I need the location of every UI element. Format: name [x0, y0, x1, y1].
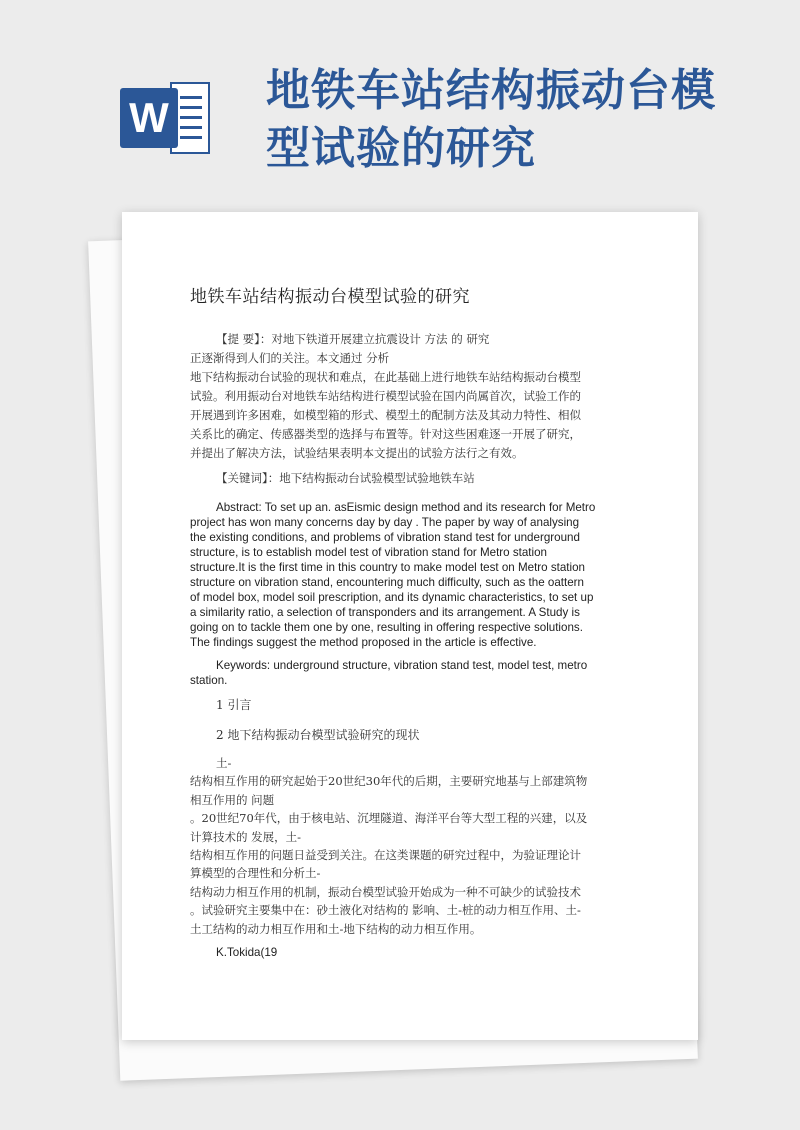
abstract-en-line: the existing conditions, and problems of vibration stand test for underground: [190, 531, 580, 544]
abstract-zh: [190, 330, 640, 463]
body-line: 算模型的合理性和分析土-: [190, 866, 321, 881]
body-line: 土工结构的动力相互作用和土-地下结构的动力相互作用。: [190, 921, 482, 936]
abstract-zh-line: 并提出了解决方法，试验结果表明本文提出的试验方法行之有效。: [190, 446, 524, 460]
section-heading-status: 2 地下结构振动台模型试验研究的现状: [216, 728, 420, 742]
body-line: 结构相互作用的研究起始于20世纪30年代的后期，主要研究地基与上部建筑物: [190, 774, 588, 789]
header-banner: [0, 0, 800, 200]
body-line: 结构动力相互作用的机制，振动台模型试验开始成为一种不可缺少的试验技术: [190, 884, 581, 899]
keywords-en-line: Keywords: underground structure, vibration stand test, model test, metro: [216, 659, 588, 672]
body-line: 相互作用的 问题: [190, 792, 275, 807]
abstract-en: [190, 500, 646, 650]
word-document-icon: [120, 82, 220, 154]
body-line: 计算技术的 发展，土-: [190, 829, 302, 844]
keywords-en-line: station.: [190, 674, 228, 687]
abstract-en-line: going on to tackle them one by one, resulting in offering respective solutions.: [190, 621, 583, 634]
body-line: 。试验研究主要集中在：砂土液化对结构的 影响、土-桩的动力相互作用、土-: [190, 903, 581, 918]
abstract-en-line: structure.It is the first time in this country to make model test on Metro station: [190, 561, 585, 574]
abstract-en-line: of model box, model soil prescription, and its dynamic characteristics, to set up: [190, 591, 594, 604]
abstract-zh-line: 开展遇到许多困难，如模型箱的形式、模型土的配制方法及其动力特性、相似: [190, 408, 581, 422]
body-line: 结构相互作用的问题日益受到关注。在这类课题的研究过程中，为验证理论计: [190, 848, 581, 863]
banner-title: 地铁车站结构振动台模型试验的研究: [266, 65, 716, 174]
keywords-en: [190, 658, 646, 688]
abstract-zh-line: 地下结构振动台试验的现状和难点，在此基础上进行地铁车站结构振动台模型: [190, 370, 581, 384]
document-page: [122, 212, 698, 1040]
abstract-zh-line: 关系比的确定、传感器类型的选择与布置等。针对这些困难逐一开展了研究，: [190, 427, 581, 441]
body-line: 。20世纪70年代，由于核电站、沉埋隧道、海洋平台等大型工程的兴建，以及: [190, 811, 588, 826]
abstract-zh-line: 试验。利用振动台对地铁车站结构进行模型试验在国内尚属首次，试验工作的: [190, 389, 581, 403]
section-heading-intro: 1 引言: [216, 698, 252, 712]
abstract-zh-line: 正逐渐得到人们的关注。本文通过 分析: [190, 351, 390, 365]
body-line: 土-: [216, 756, 232, 770]
word-w-badge: W: [120, 88, 178, 148]
abstract-en-line: structure on vibration stand, encountering much difficulty, such as the oattern: [190, 576, 584, 589]
abstract-en-line: The findings suggest the method proposed in the article is effective.: [190, 636, 537, 649]
keywords-zh: 【关键词】：地下结构振动台试验模型试验地铁车站: [216, 471, 475, 485]
abstract-en-line: Abstract: To set up an. asEismic design method and its research for Metro: [216, 501, 596, 514]
abstract-en-line: a similarity ratio, a selection of transponders and its arrangement. A Study is: [190, 606, 580, 619]
document-title: 地铁车站结构振动台模型试验的研究: [190, 287, 470, 307]
abstract-zh-line: 【提 要】：对地下铁道开展建立抗震设计 方法 的 研究: [216, 332, 490, 346]
citation-fragment: K.Tokida(19: [216, 946, 278, 959]
body-text-zh: [190, 754, 638, 938]
abstract-en-line: structure, is to establish model test of vibration stand for Metro station: [190, 546, 547, 559]
abstract-en-line: project has won many concerns day by day . The paper by way of analysing: [190, 516, 580, 529]
